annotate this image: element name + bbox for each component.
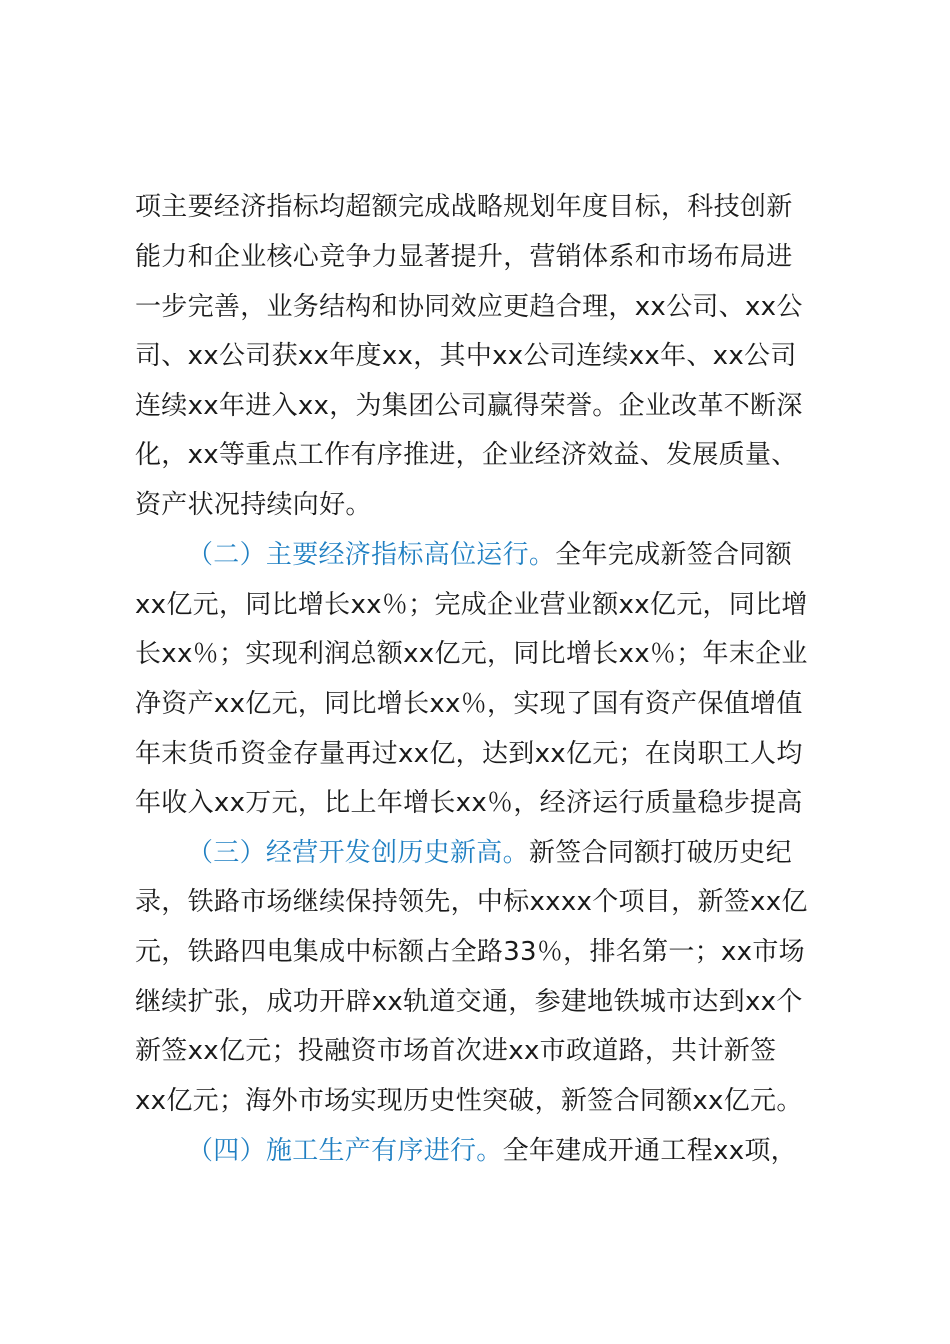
section-3-lead-text: 新签合同额打破历史纪 xyxy=(528,838,792,868)
section-3-heading: （三）经营开发创历史新高。 xyxy=(187,838,529,868)
section-4-heading: （四）施工生产有序进行。 xyxy=(187,1136,503,1166)
paragraph-line: 资产状况持续向好。 xyxy=(135,490,372,520)
section-2-first-line xyxy=(187,537,792,573)
section-2-heading: （二）主要经济指标高位运行。 xyxy=(187,540,556,570)
paragraph-line: 项主要经济指标均超额完成战略规划年度目标，科技创新 xyxy=(135,192,793,222)
paragraph-line: 净资产xx亿元，同比增长xx％，实现了国有资产保值增值 xyxy=(135,689,803,719)
paragraph-line: 化，xx等重点工作有序推进，企业经济效益、发展质量、 xyxy=(135,440,798,470)
paragraph-line: 能力和企业核心竞争力显著提升，营销体系和市场布局进 xyxy=(135,242,793,272)
paragraph-line: 继续扩张，成功开辟xx轨道交通，参建地铁城市达到xx个 xyxy=(135,987,803,1017)
paragraph-line: 年末货币资金存量再过xx亿，达到xx亿元；在岗职工人均 xyxy=(135,739,803,769)
paragraph-line: xx亿元；海外市场实现历史性突破，新签合同额xx亿元。 xyxy=(135,1086,803,1116)
paragraph-line: 长xx％；实现利润总额xx亿元，同比增长xx％；年末企业 xyxy=(135,639,808,669)
paragraph-line: xx亿元，同比增长xx％；完成企业营业额xx亿元，同比增 xyxy=(135,590,808,620)
section-4-lead-text: 全年建成开通工程xx项， xyxy=(502,1136,797,1166)
paragraph-line: 新签xx亿元；投融资市场首次进xx市政道路，共计新签 xyxy=(135,1036,777,1066)
paragraph-line: 年收入xx万元，比上年增长xx％，经济运行质量稳步提高 xyxy=(135,788,803,818)
section-2-lead-text: 全年完成新签合同额 xyxy=(555,540,792,570)
section-4-first-line xyxy=(187,1133,797,1169)
paragraph-line: 司、xx公司获xx年度xx，其中xx公司连续xx年、xx公司 xyxy=(135,341,797,371)
paragraph-line: 录，铁路市场继续保持领先，中标xxxx个项目，新签xx亿 xyxy=(135,887,808,917)
paragraph-line: 元，铁路四电集成中标额占全路33％，排名第一；xx市场 xyxy=(135,937,805,967)
section-3-first-line xyxy=(187,835,792,871)
paragraph-line: 一步完善，业务结构和协同效应更趋合理，xx公司、xx公 xyxy=(135,292,803,322)
paragraph-line: 连续xx年进入xx，为集团公司赢得荣誉。企业改革不断深 xyxy=(135,391,803,421)
